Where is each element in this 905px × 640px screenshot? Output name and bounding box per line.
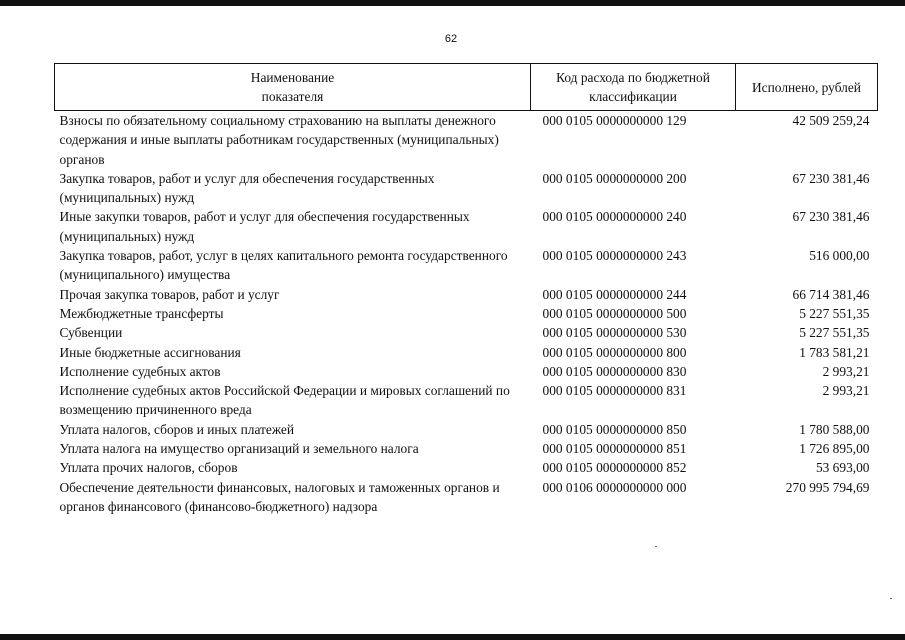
row-amount: 67 230 381,46: [792, 209, 870, 225]
row-code: 000 0105 0000000000 830: [542, 363, 687, 379]
row-name: Закупка товаров, работ и услуг для обеспечения государственных (муниципальных) нужд: [59, 170, 435, 206]
table-row: [55, 111, 878, 169]
row-name: Прочая закупка товаров, работ и услуг: [59, 286, 280, 302]
row-name: Иные бюджетные ассигнования: [59, 344, 241, 360]
row-code: 000 0105 0000000000 800: [542, 344, 687, 360]
row-code: 000 0105 0000000000 500: [542, 305, 687, 321]
header-amount-text: Исполнено, рублей: [752, 79, 861, 95]
table-row: [55, 362, 878, 381]
row-code: 000 0105 0000000000 243: [542, 248, 687, 264]
row-name: Уплата налогов, сборов и иных платежей: [59, 421, 295, 437]
row-amount: 516 000,00: [809, 248, 870, 264]
row-code: 000 0105 0000000000 850: [542, 421, 687, 437]
table-row: [55, 420, 878, 439]
row-name: Уплата налога на имущество организаций и земельного налога: [59, 441, 419, 457]
table-row: [55, 169, 878, 208]
table-row: [55, 246, 878, 285]
row-name: Исполнение судебных актов Российской Федерации и мировых соглашений по возмещению причиненного вреда: [59, 383, 510, 418]
bottom-border: [0, 634, 905, 640]
table-row: [55, 304, 878, 323]
table-row: [55, 323, 878, 342]
row-code: 000 0105 0000000000 530: [542, 325, 687, 341]
row-amount: 2 993,21: [822, 363, 870, 379]
table-row: [55, 458, 878, 477]
row-amount: 1 726 895,00: [799, 441, 870, 457]
top-border: [0, 0, 905, 6]
budget-report-table: [54, 63, 878, 516]
table-row: [55, 207, 878, 246]
row-name: Субвенции: [59, 325, 123, 341]
row-code: 000 0105 0000000000 851: [542, 441, 687, 457]
row-amount: 53 693,00: [815, 460, 870, 476]
row-name: Иные закупки товаров, работ и услуг для обеспечения государственных (муниципальных) нужд: [59, 209, 470, 244]
row-amount: 1 780 588,00: [799, 421, 870, 437]
table-row: [55, 381, 878, 420]
row-name: Обеспечение деятельности финансовых, налоговых и таможенных органов и органов финансового (финансово-бюджетного) надзора: [59, 479, 500, 514]
row-amount: 66 714 381,46: [792, 286, 870, 302]
page-number: 62: [444, 33, 458, 45]
table-row: [55, 285, 878, 304]
row-code: 000 0105 0000000000 244: [542, 286, 687, 302]
row-code: 000 0105 0000000000 852: [542, 460, 687, 476]
table-row: [55, 343, 878, 362]
table-header-row: [55, 64, 878, 111]
row-amount: 1 783 581,21: [799, 344, 870, 360]
row-amount: 67 230 381,46: [792, 170, 870, 186]
row-name: Исполнение судебных актов: [59, 363, 221, 379]
table-row: [55, 478, 878, 517]
row-amount: 5 227 551,35: [799, 325, 870, 341]
row-amount: 2 993,21: [822, 383, 870, 399]
row-amount: 5 227 551,35: [799, 305, 870, 321]
row-code: 000 0105 0000000000 200: [542, 170, 687, 186]
row-name: Уплата прочих налогов, сборов: [59, 460, 238, 476]
header-code-text: Код расхода по бюджетной классификации: [556, 70, 710, 104]
header-code: [531, 64, 736, 111]
row-amount: 270 995 794,69: [785, 479, 870, 495]
row-name: Закупка товаров, работ, услуг в целях капитального ремонта государственного (муниципального) имущества: [59, 248, 508, 283]
scan-speck: [655, 546, 657, 547]
table-body: [55, 111, 878, 517]
header-name-text: Наименование показателя: [250, 70, 335, 104]
row-code: 000 0105 0000000000 129: [542, 113, 687, 128]
header-amount: [736, 64, 878, 111]
row-code: 000 0106 0000000000 000: [542, 479, 687, 495]
scan-speck: [890, 598, 892, 599]
row-name: Межбюджетные трансферты: [59, 305, 224, 321]
row-name: Взносы по обязательному социальному страхованию на выплаты денежного содержания и иные выплаты работникам государственных (муниципальных) органов: [59, 113, 499, 167]
row-code: 000 0105 0000000000 831: [542, 383, 687, 399]
row-amount: 42 509 259,24: [792, 113, 870, 128]
row-code: 000 0105 0000000000 240: [542, 209, 687, 225]
table-row: [55, 439, 878, 458]
header-name: [55, 64, 531, 111]
